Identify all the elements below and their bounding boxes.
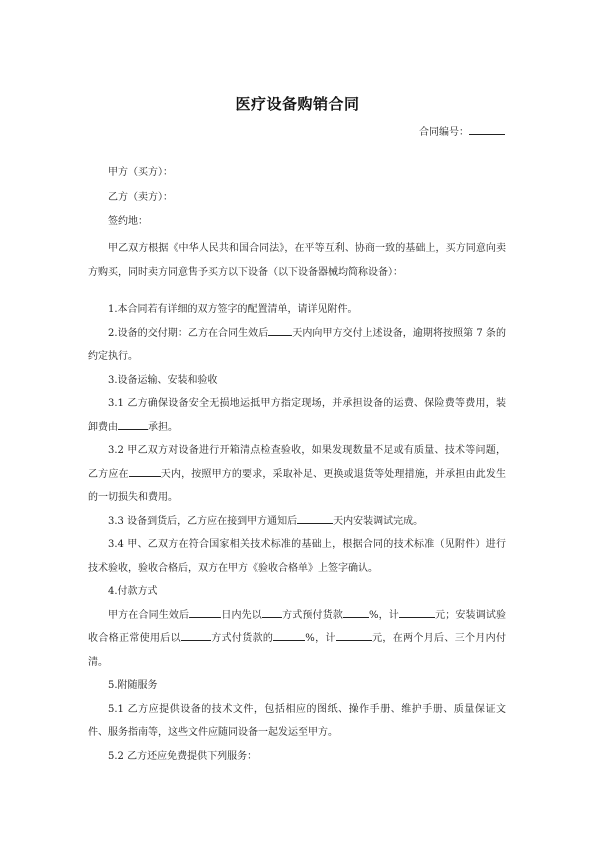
clause-2-text-b: 天内向甲方交付上述设备，逾期将按照第 7 条的约定执行。 (88, 327, 506, 362)
clause-3-4: 3.4 甲、乙双方在符合国家相关技术标准的基础上，根据合同的技术标准（见附件）进行技术验收，验收合格后，双方在甲方《验收合格单》上签字确认。 (88, 539, 506, 574)
clause-3-heading: 3.设备运输、安装和验收 (108, 374, 218, 386)
contract-number-label: 合同编号： (419, 127, 469, 138)
prepay-amount-blank (399, 606, 435, 618)
clause-4-text-e: 元；安装调试验收合格正常使用后以 (88, 609, 506, 644)
clause-3-1 (88, 392, 506, 439)
clause-4-text-f: 方式付货款的 (210, 633, 274, 644)
clause-2 (88, 322, 506, 369)
clause-3-3-text-b: 天内安装调试完成。 (333, 515, 424, 527)
clause-4-text-a: 甲方在合同生效后 (108, 609, 190, 621)
signing-place-line: 签约地： (108, 216, 148, 227)
loading-fee-party-blank (118, 418, 148, 430)
contract-body (88, 237, 506, 768)
clause-4-text-h: 元，在两个月后、三个月内付清。 (88, 633, 507, 668)
parties-block (108, 161, 173, 235)
clause-4-text-g: %，计 (305, 633, 336, 644)
clause-1: 1.本合同若有详细的双方签字的配置清单，请详见附件。 (108, 304, 358, 315)
clause-3-2-text-a: 3.2 甲乙双方对设备进行开箱清点检查验收，如果发现数量不足或有质量、技术等问题，乙方应在 (88, 445, 506, 480)
contract-number-blank (469, 124, 505, 135)
clause-4-text-b: 日内先以 (221, 609, 262, 621)
prepay-days-blank (189, 606, 221, 618)
final-pay-percent-blank (273, 629, 305, 641)
clause-3-2 (88, 439, 506, 510)
page-title: 医疗设备购销合同 (235, 95, 360, 113)
preamble: 甲乙双方根据《中华人民共和国合同法》，在平等互利、协商一致的基础上，买方同意向卖方购买，同时卖方同意售予买方以下设备（以下设备器械均简称设备）： (88, 243, 506, 278)
party-a-line: 甲方（买方）： (108, 167, 173, 178)
delivery-days-blank (268, 324, 292, 336)
clause-4-text-d: %，计 (369, 609, 399, 621)
installation-days-blank (297, 512, 333, 524)
clause-3-1-text-a: 3.1 乙方确保设备安全无损地运抵甲方指定现场，并承担设备的运费、保险费等费用，装卸费由 (88, 398, 506, 433)
remedy-days-blank (129, 465, 161, 477)
final-pay-method-blank (181, 629, 211, 641)
clause-3-3-text-a: 3.3 设备到货后，乙方应在接到甲方通知后 (108, 515, 298, 527)
contract-number (419, 123, 505, 138)
clause-3-2-text-b: 天内，按照甲方的要求，采取补足、更换或退货等处理措施，并承担由此发生的一切损失和费用。 (88, 468, 507, 503)
final-pay-amount-blank (336, 629, 372, 641)
clause-4-text-c: 方式预付货款 (281, 609, 343, 621)
clause-5-2: 5.2 乙方还应免费提供下列服务： (108, 750, 258, 762)
clause-5-1: 5.1 乙方应提供设备的技术文件，包括相应的图纸、操作手册、维护手册、质量保证文件、服务指南等，这些文件应随同设备一起发运至甲方。 (88, 703, 506, 738)
clause-4-heading: 4.付款方式 (108, 586, 158, 597)
clause-4-text (88, 604, 506, 675)
clause-5-heading: 5.附随服务 (108, 680, 158, 691)
prepay-method-blank (262, 606, 282, 618)
clause-3-1-text-b: 承担。 (148, 421, 178, 433)
clause-3-3 (88, 510, 506, 534)
prepay-percent-blank (343, 606, 369, 618)
clause-2-text-a: 2.设备的交付期：乙方在合同生效后 (108, 327, 269, 339)
party-b-line: 乙方（卖方）： (108, 191, 173, 203)
